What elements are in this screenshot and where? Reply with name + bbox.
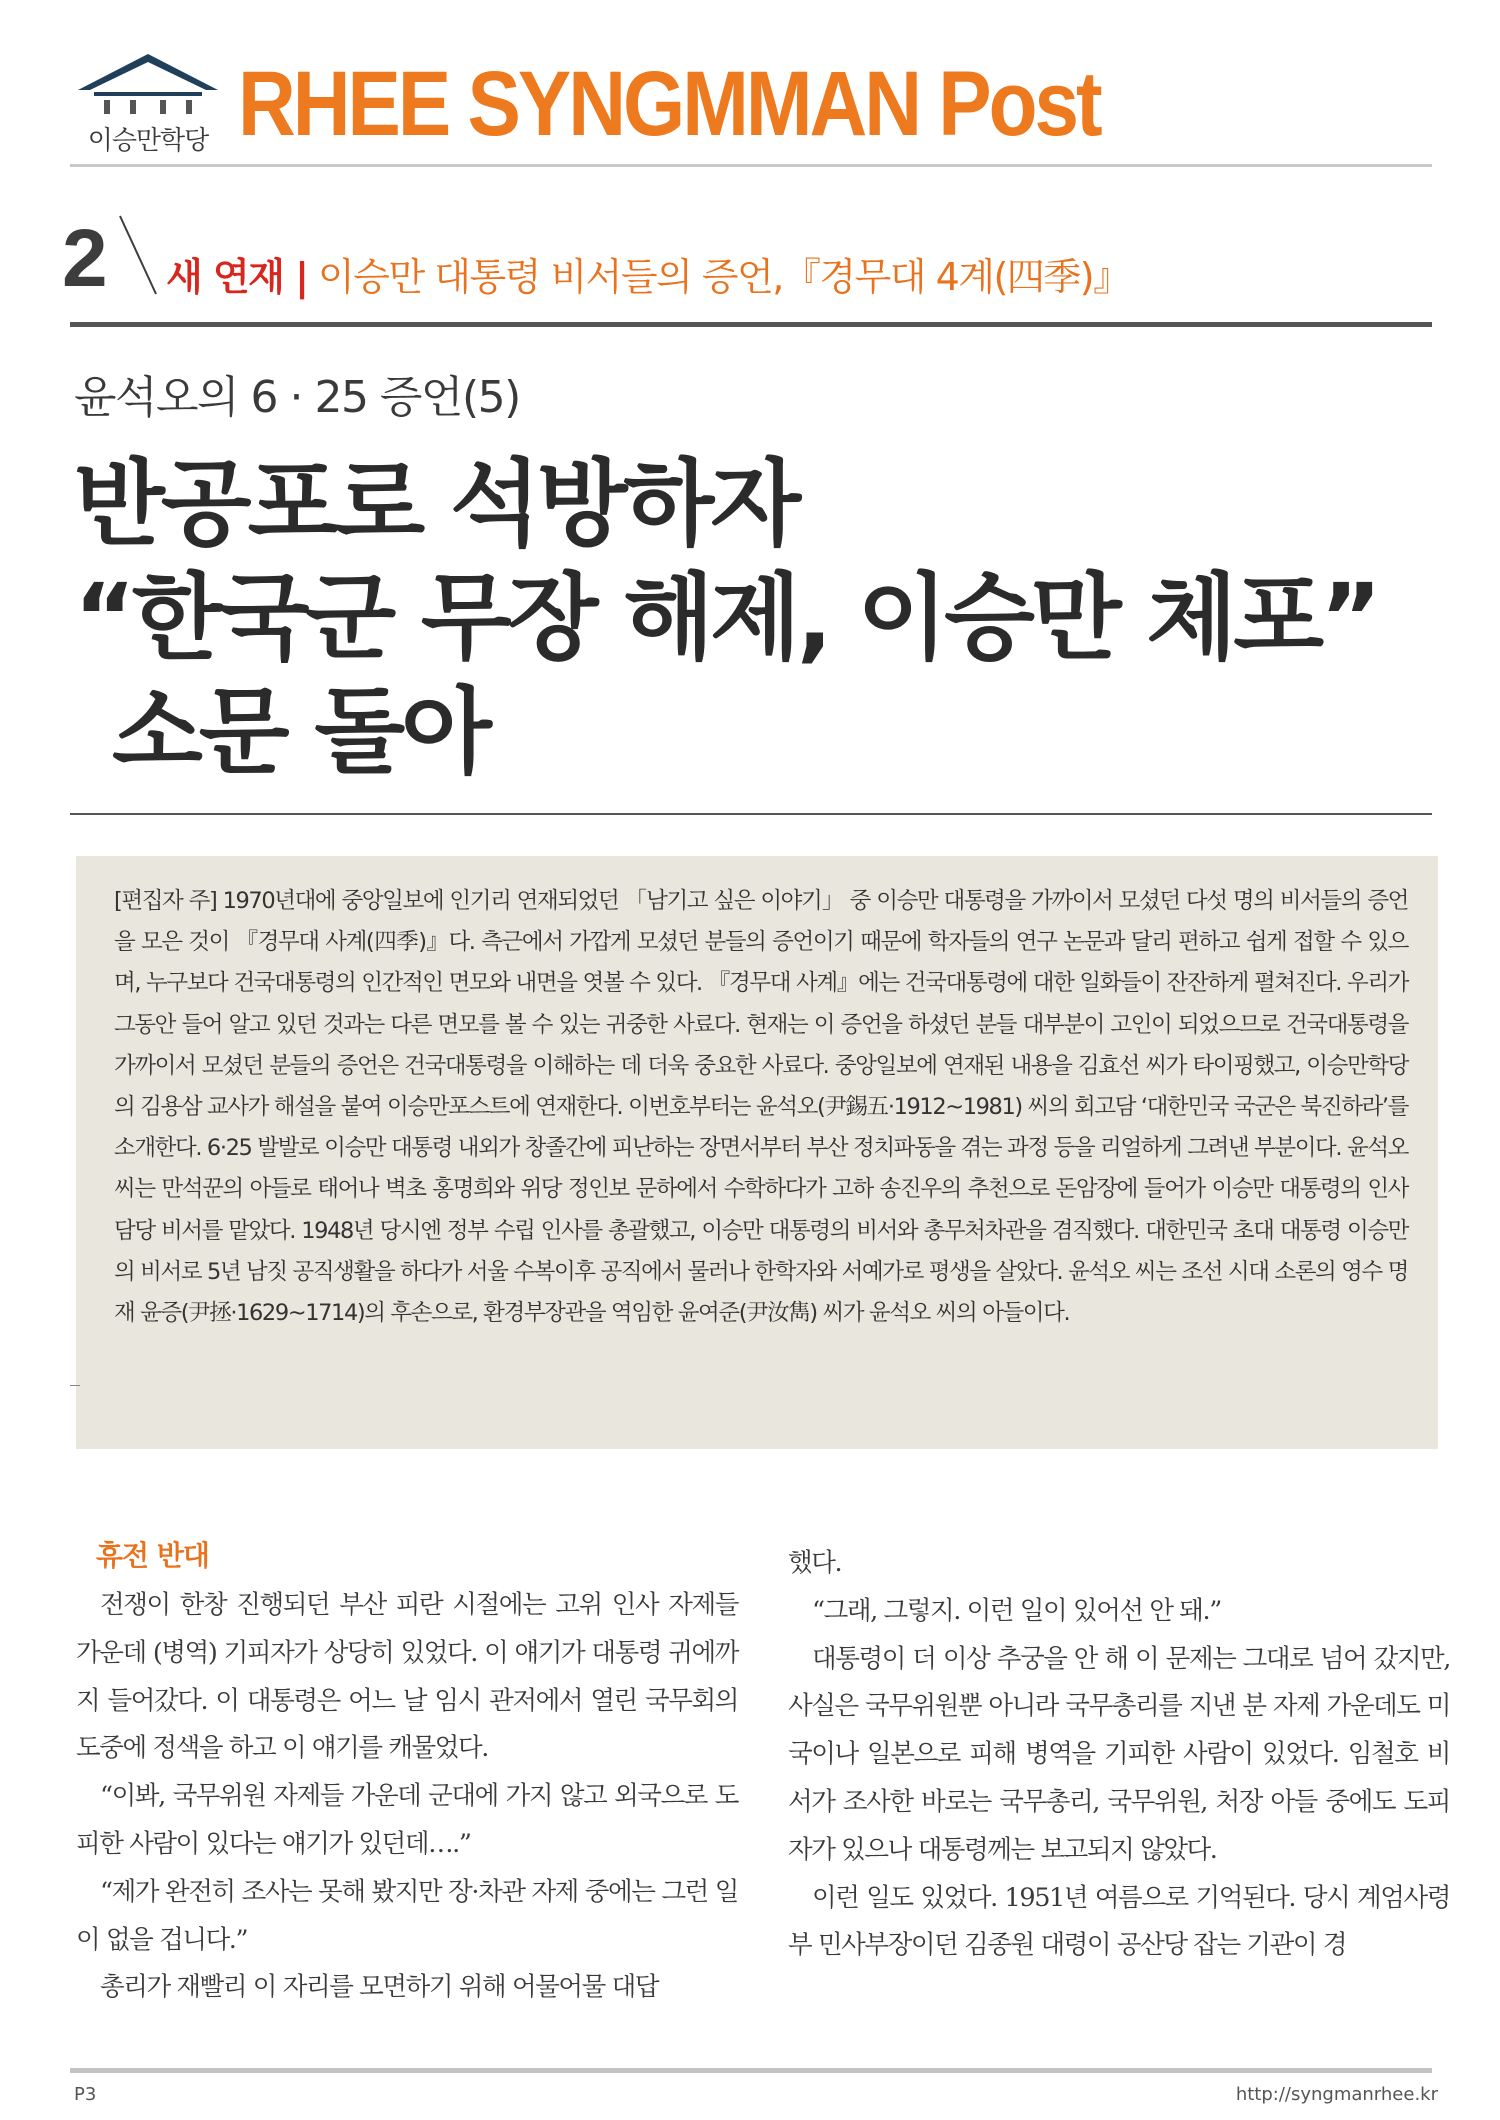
masthead-title: RHEE SYNGMMAN Post (238, 52, 1100, 155)
headline-line: 반공포로 석방하자 (74, 450, 798, 559)
series-label (166, 255, 1130, 299)
body-paragraph: “이봐, 국무위원 자제들 가운데 군대에 가지 않고 외국으로 도피한 사람이 있다는 얘기가 있던데….” (76, 1781, 738, 1859)
body-paragraph: 전쟁이 한창 진행되던 부산 피란 시절에는 고위 인사 자제들 가운데 (병역) 기피자가 상당히 있었다. 이 얘기가 대통령 귀에까지 들어갔다. 이 대통령은 어느 날 임시 관저에서 열린 국무회의 도중에 정색을 하고 이 얘기를 캐물었다. (76, 1590, 738, 1764)
editor-note-box (76, 856, 1438, 1449)
body-column-right (788, 1540, 1450, 1970)
article-kicker: 윤석오의 6 · 25 증언(5) (74, 372, 520, 423)
body-paragraph: “제가 완전히 조사는 못해 봤지만 장·차관 자제 중에는 그런 일이 없을 겁니다.” (76, 1876, 738, 1955)
editor-note-text: [편집자 주] 1970년대에 중앙일보에 인기리 연재되었던 「남기고 싶은 이야기」 중 이승만 대통령을 가까이서 모셨던 다섯 명의 비서들의 증언을 모은 것이 『경무대 사계(四季)』다. 측근에서 가깝게 모셨던 분들의 증언이기 때문에 학자들의 연구 논문과 달리 편하고 쉽게 접할 수 있으며, 누구보다 건국대통령의 인간적인 면모와 내면을 엿볼 수 있다. 『경무대 사계』에는 건국대통령에 대한 일화들이 잔잔하게 펼쳐진다. 우리가 그동안 들어 알고 있던 것과는 다른 면모를 볼 수 있는 귀중한 사료다. 현재는 이 증언을 하셨던 분들 대부분이 고인이 되었으므로 건국대통령을 가까이서 모셨던 분들의 증언은 건국대통령을 이해하는 데 더욱 중요한 사료다. 중앙일보에 연재된 내용을 김효선 씨가 타이핑했고, 이승만학당의 김용삼 교사가 해설을 붙여 이승만포스트에 연재한다. 이번호부터는 윤석오(尹錫五·1912~1981) 씨의 회고담 ‘대한민국 국군은 북진하라’를 소개한다. 6·25 발발로 이승만 대통령 내외가 창졸간에 피난하는 장면서부터 부산 정치파동을 겪는 과정 등을 리얼하게 그려낸 부분이다. 윤석오 씨는 만석꾼의 아들로 태어나 벽초 홍명희와 위당 정인보 문하에서 수학하다가 고하 송진우의 추천으로 돈암장에 들어가 이승만 대통령의 인사 담당 비서를 맡았다. 1948년 당시엔 정부 수립 인사를 총괄했고, 이승만 대통령의 비서와 총무처차관을 겸직했다. 대한민국 초대 대통령 이승만의 비서로 5년 남짓 공직생활을 하다가 서울 수복이후 공직에서 물러나 한학자와 서예가로 평생을 살았다. 윤석오 씨는 조선 시대 소론의 영수 명재 윤증(尹拯·1629~1714)의 후손으로, 환경부장관을 역임한 윤여준(尹汝雋) 씨가 윤석오 씨의 아들이다. (114, 888, 1408, 1327)
headline-divider (70, 813, 1432, 815)
body-paragraph: 이런 일도 있었다. 1951년 여름으로 기억된다. 당시 계엄사령부 민사부장이던 김종원 대령이 공산당 잡는 기관이 경 (788, 1882, 1450, 1961)
footer-divider (70, 2068, 1432, 2073)
headline-line: “한국군 무장 해제, 이승만 체포” (74, 564, 1378, 673)
series-title: 이승만 대통령 비서들의 증언,『경무대 4계(四季)』 (307, 255, 1130, 299)
logo-text: 이승만학당 (87, 126, 209, 156)
body-paragraph: 대통령이 더 이상 추궁을 안 해 이 문제는 그대로 넘어 갔지만, 사실은 국무위원뿐 아니라 국무총리를 지낸 분 자제 가운데도 미국이나 일본으로 피해 병역을 기피한 사람이 있었다. 임철호 비서가 조사한 바로는 국무총리, 국무위원, 처장 아들 중에도 도피자가 있으나 대통령께는 보고되지 않았다. (788, 1643, 1450, 1865)
series-prefix: 새 연재 | (166, 255, 308, 299)
headline-line: 소문 돌아 (112, 678, 488, 787)
brand-logo (68, 50, 228, 160)
site-url-link[interactable]: http://syngmanrhee.kr (1235, 2084, 1438, 2105)
section-number: 2 (62, 213, 108, 304)
house-icon (68, 50, 228, 120)
section-subhead: 휴전 반대 (96, 1539, 209, 1572)
page-number: P3 (74, 2084, 97, 2105)
body-paragraph: 했다. (788, 1548, 842, 1578)
body-paragraph: “그래, 그렇지. 이런 일이 있어선 안 돼.” (812, 1595, 1221, 1626)
backslash-divider-icon (116, 210, 160, 300)
body-paragraph: 총리가 재빨리 이 자리를 모면하기 위해 어물어물 대답 (100, 1972, 659, 2003)
body-column-left (76, 1536, 738, 2012)
masthead-divider (70, 164, 1432, 167)
margin-mark (70, 1385, 80, 1386)
series-divider (70, 322, 1432, 327)
